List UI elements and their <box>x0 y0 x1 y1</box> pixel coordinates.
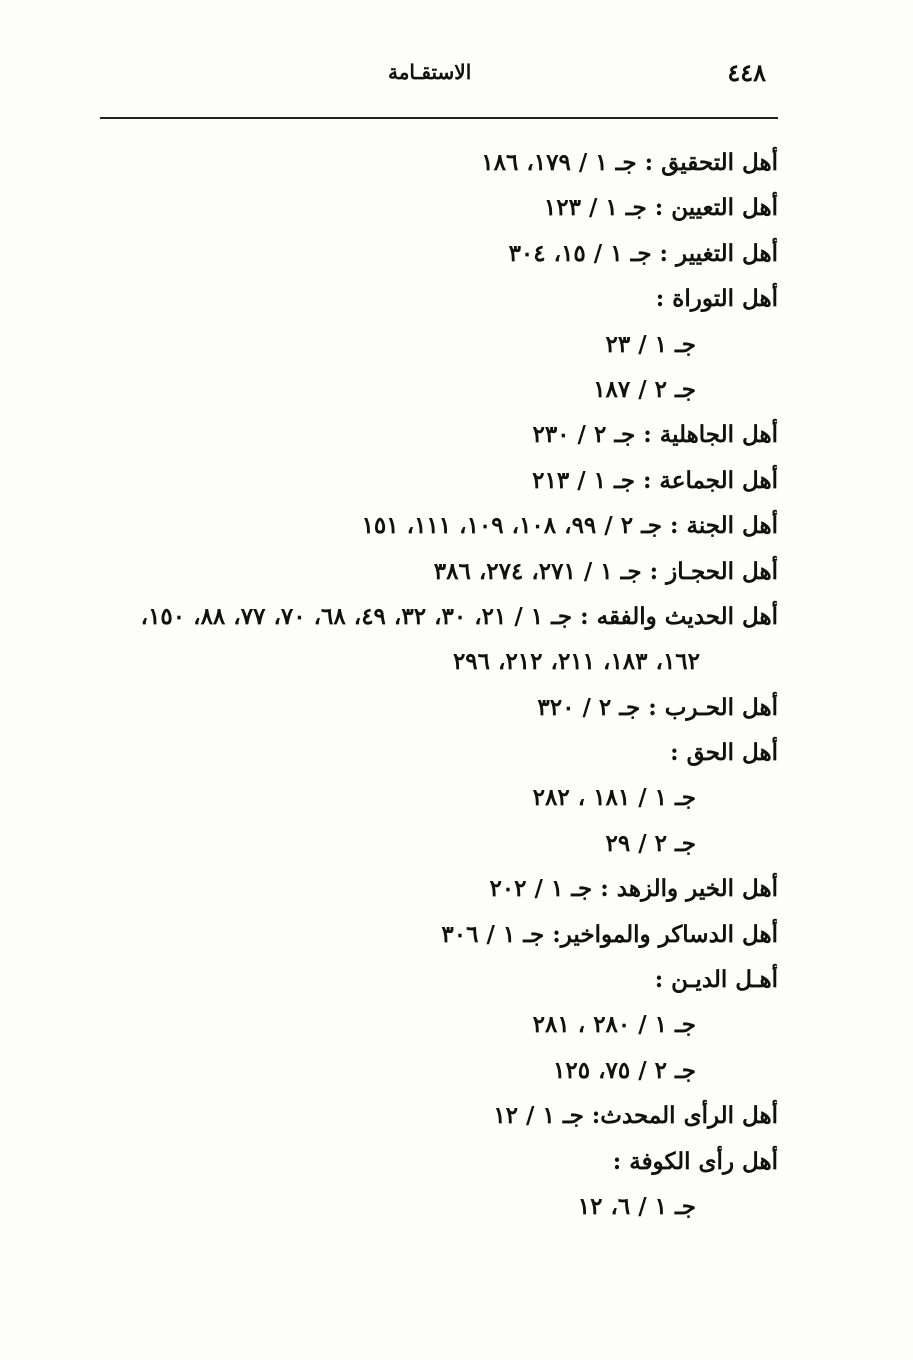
page-number: ٤٤٨ <box>727 58 766 87</box>
index-entry: أهل الرأى المحدث: جـ ١ / ١٢ <box>493 1102 778 1130</box>
index-entry: أهل الحـرب : جـ ٢ / ٣٢٠ <box>537 693 778 721</box>
index-entry: أهل التعيين : جـ ١ / ١٢٣ <box>543 194 778 222</box>
index-entry: أهل الجنة : جـ ٢ / ٩٩، ١٠٨، ١٠٩، ١١١، ١٥١ <box>361 512 778 540</box>
index-entry: أهل الحق : <box>670 739 778 767</box>
index-subentry: جـ ١ / ٢٣ <box>605 330 696 358</box>
index-subentry: جـ ١ / ٢٨٠ ، ٢٨١ <box>532 1011 696 1039</box>
index-entry-continuation: ١٦٢، ١٨٣، ٢١١، ٢١٢، ٢٩٦ <box>452 648 700 676</box>
index-entry: أهل الحجـاز : جـ ١ / ٢٧١، ٢٧٤، ٣٨٦ <box>433 557 778 585</box>
index-subentry: جـ ١ / ٦، ١٢ <box>577 1192 696 1220</box>
running-title: الاستقـامة <box>388 60 472 84</box>
index-entry: أهل الخير والزهد : جـ ١ / ٢٠٢ <box>489 875 778 903</box>
index-entry: أهل الحديث والفقه : جـ ١ / ٢١، ٣٠، ٣٢، ٤٩، ٦٨، ٧٠، ٧٧، ٨٨، ١٥٠، <box>140 602 778 630</box>
index-entry: أهل الجاهلية : جـ ٢ / ٢٣٠ <box>532 421 778 449</box>
index-entry: أهل التغيير : جـ ١ / ١٥، ٣٠٤ <box>508 239 778 267</box>
index-entry: أهـل الديـن : <box>654 966 778 994</box>
index-entry: أهل التحقيق : جـ ١ / ١٧٩، ١٨٦ <box>481 149 778 176</box>
index-entry: أهل الدساكر والمواخير: جـ ١ / ٣٠٦ <box>441 920 778 948</box>
index-entry: أهل التوراة : <box>655 285 778 313</box>
index-entry: أهل رأى الكوفة : <box>612 1147 778 1175</box>
index-subentry: جـ ١ / ١٨١ ، ٢٨٢ <box>532 784 696 812</box>
index-entry: أهل الجماعة : جـ ١ / ٢١٣ <box>532 466 778 494</box>
index-subentry: جـ ٢ / ١٨٧ <box>593 375 696 403</box>
index-subentry: جـ ٢ / ٢٩ <box>605 829 696 857</box>
page-header <box>100 58 778 94</box>
index-subentry: جـ ٢ / ٧٥، ١٢٥ <box>553 1056 696 1084</box>
index-list <box>78 140 778 1229</box>
header-rule <box>100 117 778 119</box>
